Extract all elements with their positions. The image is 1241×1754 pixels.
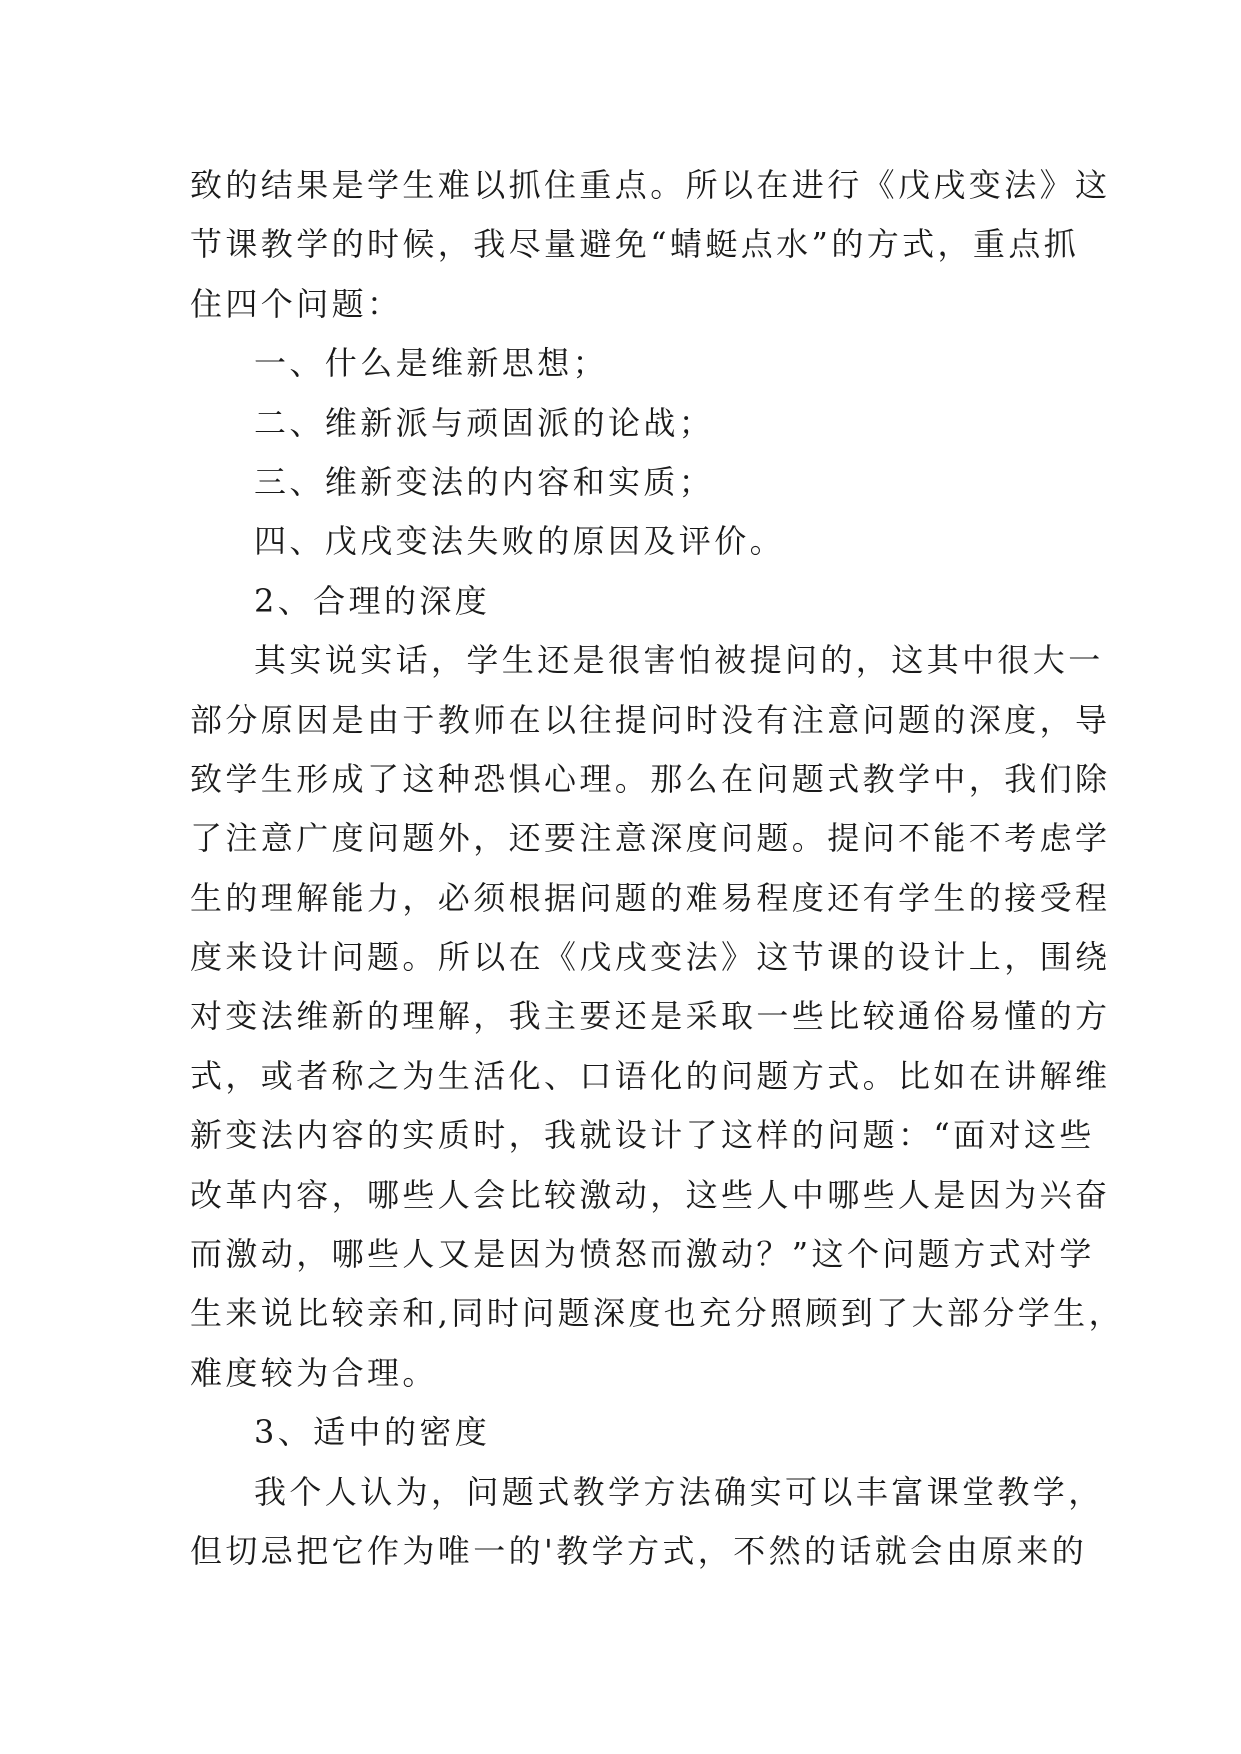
text-line: 节课教学的时候，我尽量避免“蜻蜓点水”的方式，重点抓 (190, 225, 1080, 264)
text-line: 对变法维新的理解，我主要还是采取一些比较通俗易懂的方 (190, 997, 1111, 1036)
list-item: 三、维新变法的内容和实质； (254, 462, 715, 501)
list-item: 四、戊戌变法失败的原因及评价。 (254, 522, 786, 561)
text-line: 其实说实话，学生还是很害怕被提问的，这其中很大一 (254, 641, 1104, 680)
text-line: 度来设计问题。所以在《戊戌变法》这节课的设计上，围绕 (190, 938, 1111, 977)
section-heading: 3、适中的密度 (254, 1413, 491, 1452)
text-line: 而激动，哪些人又是因为愤怒而激动？”这个问题方式对学 (190, 1235, 1095, 1274)
section-heading: 2、合理的深度 (254, 581, 491, 620)
text-line: 生的理解能力，必须根据问题的难易程度还有学生的接受程 (190, 878, 1111, 917)
text-line: 新变法内容的实质时，我就设计了这样的问题：“面对这些 (190, 1116, 1095, 1155)
text-line: 生来说比较亲和,同时问题深度也充分照顾到了大部分学生， (190, 1294, 1124, 1333)
text-line: 难度较为合理。 (190, 1353, 438, 1392)
text-line: 式，或者称之为生活化、口语化的问题方式。比如在讲解维 (190, 1056, 1111, 1095)
text-line: 改革内容，哪些人会比较激动，这些人中哪些人是因为兴奋 (190, 1175, 1111, 1214)
list-item: 二、维新派与顽固派的论战； (254, 403, 715, 442)
text-line: 部分原因是由于教师在以往提问时没有注意问题的深度，导 (190, 700, 1111, 739)
text-line: 致学生形成了这种恐惧心理。那么在问题式教学中，我们除 (190, 759, 1111, 798)
text-line: 致的结果是学生难以抓住重点。所以在进行《戊戌变法》这 (190, 166, 1111, 204)
list-item: 一、什么是维新思想； (254, 344, 609, 383)
text-line: 了注意广度问题外，还要注意深度问题。提问不能不考虑学 (190, 819, 1111, 858)
text-line: 我个人认为，问题式教学方法确实可以丰富课堂教学， (254, 1472, 1104, 1511)
document-body (190, 156, 1124, 1581)
text-line: 住四个问题： (190, 284, 403, 323)
text-line: 但切忌把它作为唯一的'教学方式，不然的话就会由原来的 (190, 1531, 1088, 1570)
